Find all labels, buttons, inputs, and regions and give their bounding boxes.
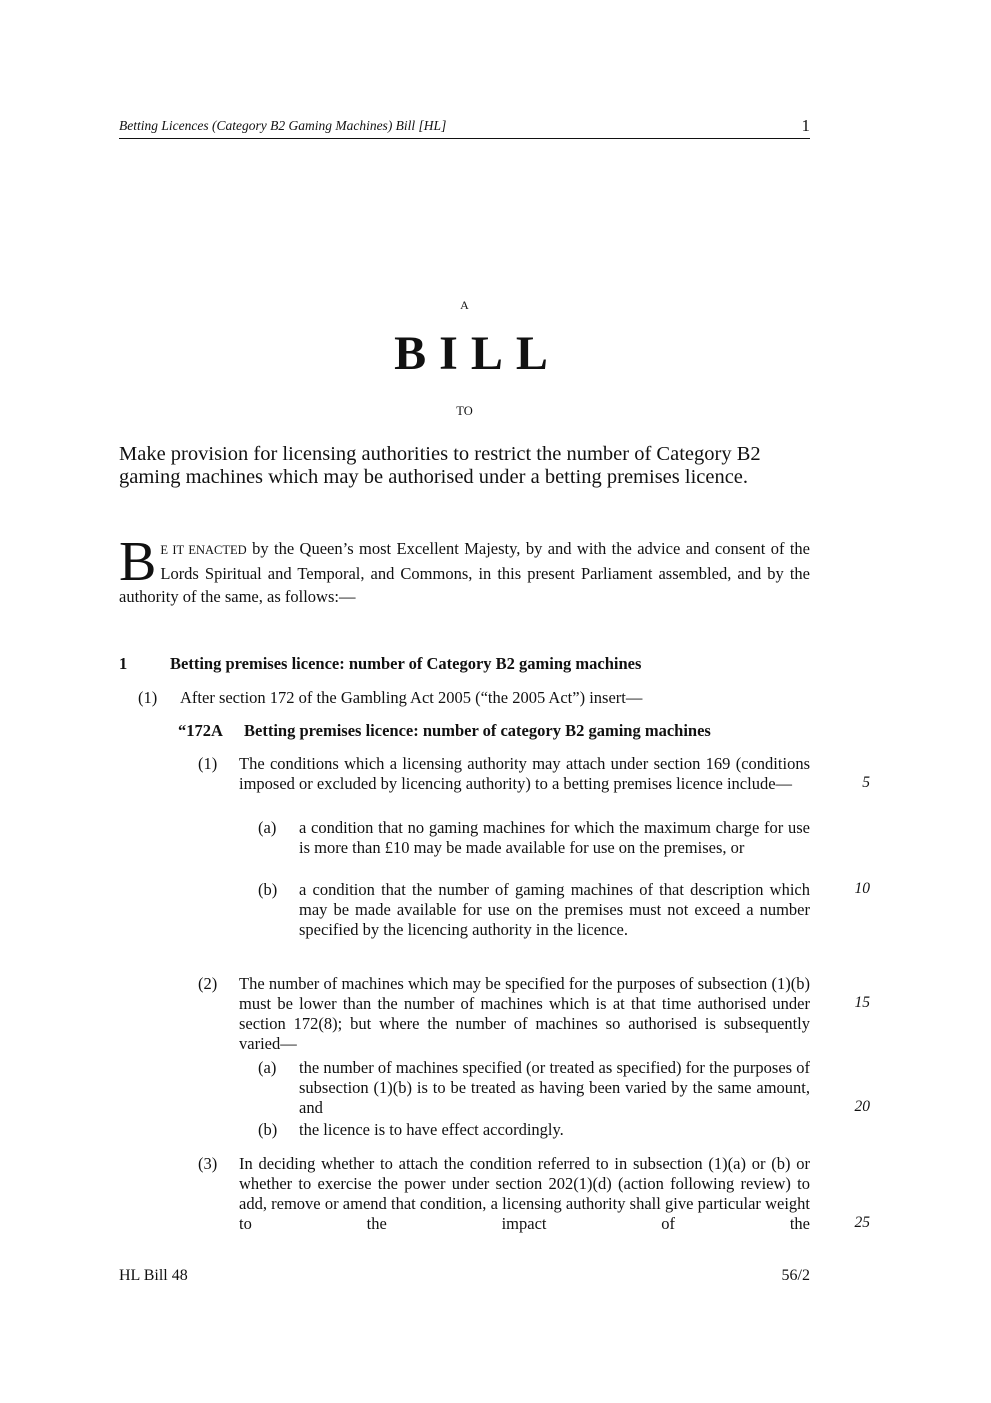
paragraph-text: [299, 880, 810, 940]
subsection-text: [239, 974, 810, 1054]
enacting-text: by the Queen’s most Excellent Majesty, by and with the advice and consent of the Lords Spiritual and Temporal, and Commons, in this present Parliament assembled, and by the authority of the same, as follows:—: [119, 539, 810, 606]
paragraph-body: a condition that no gaming machines for which the maximum charge for use is more than £10 may be made available for use on the premises, or: [299, 818, 810, 857]
paragraph-text: [299, 818, 810, 858]
clause-number: 1: [119, 654, 128, 673]
line-number: 10: [854, 880, 870, 897]
clause-heading: Betting premises licence: number of Category B2 gaming machines: [170, 654, 642, 673]
running-title: Betting Licences (Category B2 Gaming Machines) Bill [HL]: [119, 118, 447, 133]
paragraph-text: the licence is to have effect accordingly.: [299, 1120, 564, 1139]
paragraph-label: (b): [258, 880, 278, 899]
paragraph-body: the number of machines specified (or treated as specified) for the purposes of subsection (1)(b) is to be treated as having been varied by the same amount, and: [299, 1058, 810, 1117]
a-label: A: [460, 298, 469, 312]
subsection-label: (3): [198, 1154, 218, 1173]
subsection-label: (1): [198, 754, 218, 773]
line-number: 25: [854, 1214, 870, 1231]
subsection-label: (1): [138, 688, 158, 707]
subsection-label: (2): [198, 974, 218, 993]
subsection-body: The number of machines which may be specified for the purposes of subsection (1)(b) must be lower than the number of machines which is at that time authorised under section 172(8); but where the number of machines so authorised is subsequently varied—: [239, 974, 810, 1053]
subsection-text: [239, 1154, 810, 1234]
inserted-section-heading: Betting premises licence: number of category B2 gaming machines: [244, 721, 711, 740]
subsection-body: In deciding whether to attach the condition referred to in subsection (1)(a) or (b) or whether to exercise the power under section 202(1)(d) (action following review) to add, remove or amend that condition, a licensing authority shall give particular weight to the impact of the: [239, 1154, 810, 1233]
enacting-formula: [119, 531, 810, 608]
line-number: 20: [854, 1098, 870, 1115]
subsection-text: After section 172 of the Gambling Act 2005 (“the 2005 Act”) insert—: [180, 688, 643, 707]
long-title: Make provision for licensing authorities to restrict the number of Category B2 gaming machines which may be authorised under a betting premises licence.: [119, 443, 761, 488]
print-reference: 56/2: [781, 1267, 810, 1284]
page-number: 1: [801, 116, 810, 135]
paragraph-text: [299, 1058, 810, 1118]
paragraph-label: (a): [258, 818, 277, 837]
line-number: 5: [862, 774, 870, 791]
paragraph-body: a condition that the number of gaming machines of that description which may be made available for use on the premises must not exceed a number specified by the licencing authority in the licence.: [299, 880, 810, 939]
to-label: TO: [456, 404, 473, 418]
bill-title: BILL: [394, 327, 561, 380]
running-header: [119, 116, 810, 139]
drop-cap: B: [119, 531, 157, 593]
subsection-text: [239, 754, 810, 794]
line-number: 15: [854, 994, 870, 1011]
paragraph-label: (a): [258, 1058, 277, 1077]
inserted-section-number: “172A: [178, 721, 223, 740]
bill-reference: HL Bill 48: [119, 1267, 188, 1284]
enacting-smallcaps: E IT ENACTED: [160, 543, 247, 557]
subsection-body: The conditions which a licensing authority may attach under section 169 (conditions imposed or excluded by licencing authority) to a betting premises licence include—: [239, 754, 810, 793]
paragraph-label: (b): [258, 1120, 278, 1139]
